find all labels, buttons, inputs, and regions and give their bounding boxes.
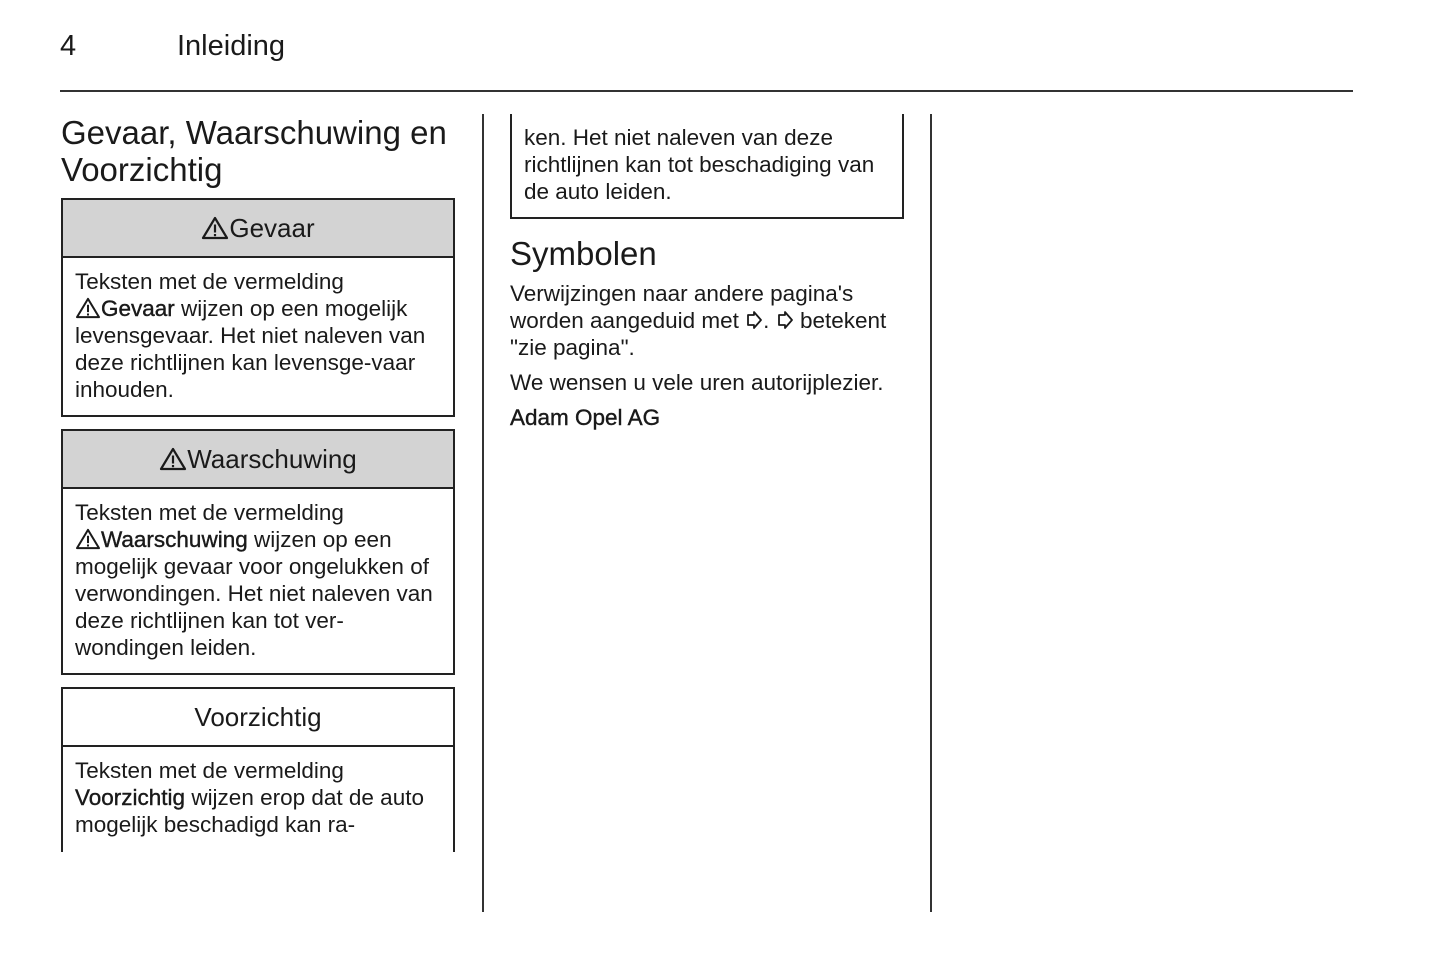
symbols-ref-line-a: Verwijzingen naar andere pagina's worden aangeduid met	[510, 281, 854, 333]
chapter-title: Inleiding	[177, 30, 286, 62]
column-rule-left	[482, 114, 484, 912]
notice-danger-text: wijzen op een mogelijk levensgevaar. Het niet naleven van deze richtlijnen kan levensge-vaar inhouden.	[75, 296, 426, 402]
notice-danger-intro: Teksten met de vermelding	[75, 269, 344, 294]
symbols-ref-line-c: betekent "zie pagina".	[510, 308, 887, 360]
company-name: Adam Opel AG	[510, 405, 661, 430]
page-number: 4	[60, 30, 77, 62]
column-rule-right	[930, 114, 932, 912]
notice-caution-heading: Voorzichtig	[194, 701, 322, 732]
notice-caution-continued	[510, 114, 904, 219]
warning-triangle-icon	[159, 447, 187, 471]
section-title: Gevaar, Waarschuwing en Voorzichtig	[61, 114, 447, 188]
notice-warning-heading: Waarschuwing	[187, 443, 357, 474]
notice-warning-intro: Teksten met de vermelding	[75, 500, 344, 525]
symbols-wish: We wensen u vele uren autorijplezier.	[510, 370, 884, 395]
notice-danger-header	[63, 200, 453, 258]
page-reference-arrow-icon	[745, 310, 763, 330]
warning-triangle-icon	[75, 297, 101, 319]
warning-triangle-icon	[75, 528, 101, 550]
column-2	[510, 114, 904, 431]
notice-caution-intro: Teksten met de vermelding	[75, 758, 344, 783]
notice-danger-body	[63, 258, 453, 415]
notice-danger-heading: Gevaar	[229, 212, 315, 243]
notice-caution-body	[63, 747, 453, 852]
notice-caution-continuation: ken. Het niet naleven van deze richtlijnen kan tot beschadiging van de auto leiden.	[524, 125, 875, 204]
symbols-reference-text	[510, 280, 904, 361]
warning-triangle-icon	[201, 216, 229, 240]
notice-warning-keyword: Waarschuwing	[101, 527, 248, 552]
notice-danger	[61, 198, 455, 417]
notice-caution-keyword: Voorzichtig	[75, 785, 186, 810]
page-reference-arrow-icon	[776, 310, 794, 330]
notice-warning-body	[63, 489, 453, 673]
header-rule	[60, 90, 1353, 92]
column-1	[61, 114, 455, 852]
notice-danger-keyword: Gevaar	[101, 296, 175, 321]
notice-caution-text: wijzen erop dat de auto mogelijk beschadigd kan ra-	[75, 785, 424, 837]
notice-warning	[61, 429, 455, 675]
notice-caution	[61, 687, 455, 852]
symbols-ref-line-b: .	[763, 308, 776, 333]
notice-caution-header	[63, 689, 453, 747]
notice-warning-header	[63, 431, 453, 489]
notice-warning-text: wijzen op een mogelijk gevaar voor ongelukken of verwondingen. Het niet naleven van deze richtlijnen kan tot ver-wondingen leiden.	[75, 527, 433, 660]
symbols-title: Symbolen	[510, 235, 657, 272]
